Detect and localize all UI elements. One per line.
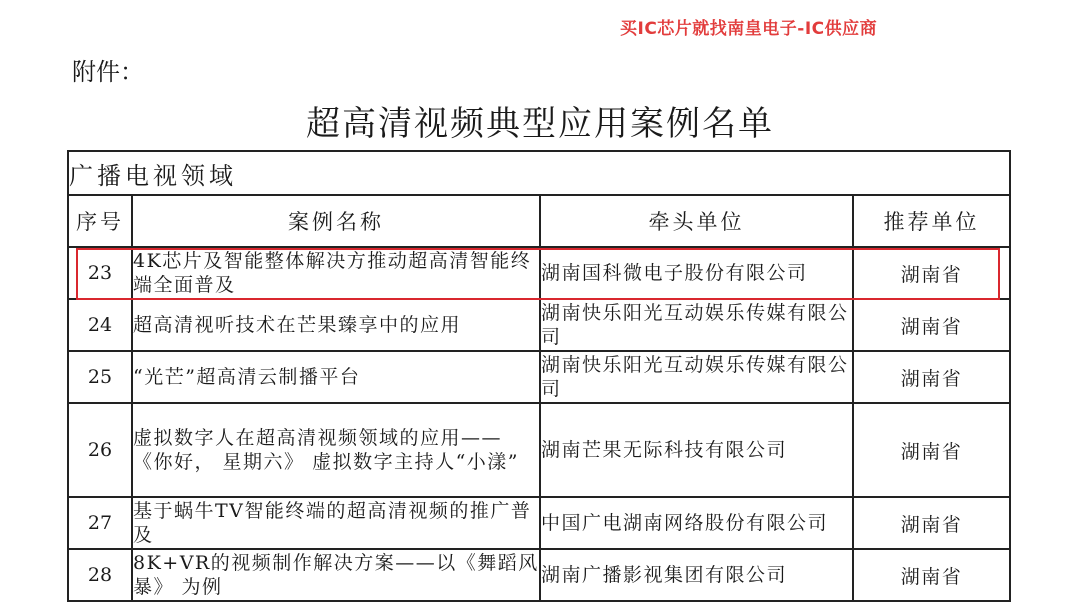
- row-recommending-unit: 湖南省: [853, 497, 1010, 549]
- row-index: 28: [68, 549, 132, 601]
- table-row: [68, 549, 1010, 601]
- header-case-name: 案例名称: [132, 195, 540, 247]
- table-row: [68, 247, 1010, 299]
- table-row: [68, 351, 1010, 403]
- case-table: [67, 150, 1011, 602]
- table-row: [68, 403, 1010, 497]
- domain-label: 广播电视领域: [68, 151, 1010, 195]
- row-index: 26: [68, 403, 132, 497]
- row-case-name: 虚拟数字人在超高清视频领域的应用——《你好， 星期六》 虚拟数字主持人“小漾”: [132, 403, 540, 497]
- row-lead-unit: 湖南广播影视集团有限公司: [540, 549, 853, 601]
- row-recommending-unit: 湖南省: [853, 351, 1010, 403]
- header-recommending-unit: 推荐单位: [853, 195, 1010, 247]
- header-index: 序号: [68, 195, 132, 247]
- header-row: [68, 195, 1010, 247]
- watermark-text: 买IC芯片就找南皇电子-IC供应商: [620, 19, 878, 39]
- row-lead-unit: 湖南快乐阳光互动娱乐传媒有限公司: [540, 351, 853, 403]
- row-lead-unit: 湖南芒果无际科技有限公司: [540, 403, 853, 497]
- attachment-label: 附件：: [72, 58, 144, 86]
- row-index: 25: [68, 351, 132, 403]
- row-case-name: 超高清视听技术在芒果臻享中的应用: [132, 299, 540, 351]
- row-case-name: 8K+VR的视频制作解决方案——以《舞蹈风暴》 为例: [132, 549, 540, 601]
- row-case-name: 4K芯片及智能整体解决方推动超高清智能终端全面普及: [132, 247, 540, 299]
- table-row: [68, 299, 1010, 351]
- row-lead-unit: 中国广电湖南网络股份有限公司: [540, 497, 853, 549]
- header-lead-unit: 牵头单位: [540, 195, 853, 247]
- table-row: [68, 497, 1010, 549]
- row-case-name: “光芒”超高清云制播平台: [132, 351, 540, 403]
- row-lead-unit: 湖南国科微电子股份有限公司: [540, 247, 853, 299]
- row-recommending-unit: 湖南省: [853, 247, 1010, 299]
- row-index: 24: [68, 299, 132, 351]
- row-case-name: 基于蜗牛TV智能终端的超高清视频的推广普及: [132, 497, 540, 549]
- row-lead-unit: 湖南快乐阳光互动娱乐传媒有限公司: [540, 299, 853, 351]
- row-index: 27: [68, 497, 132, 549]
- domain-row: [68, 151, 1010, 195]
- document-title: 超高清视频典型应用案例名单: [306, 104, 774, 144]
- row-index: 23: [68, 247, 132, 299]
- row-recommending-unit: 湖南省: [853, 403, 1010, 497]
- row-recommending-unit: 湖南省: [853, 299, 1010, 351]
- row-recommending-unit: 湖南省: [853, 549, 1010, 601]
